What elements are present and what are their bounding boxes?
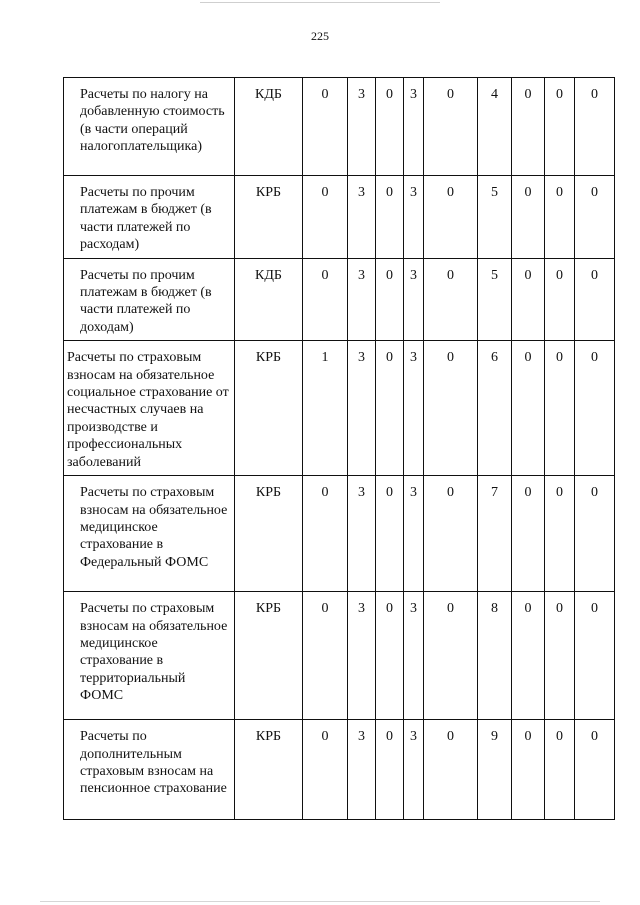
row-digit: 3: [348, 78, 376, 176]
row-description: Расчеты по дополнительным страховым взносам на пенсионное страхование: [64, 720, 235, 820]
row-digit: 0: [303, 476, 348, 592]
row-digit: 0: [424, 476, 478, 592]
row-digit: 0: [512, 78, 545, 176]
row-digit: 0: [303, 592, 348, 720]
row-digit: 1: [303, 341, 348, 476]
row-digit: 0: [424, 78, 478, 176]
row-digit: 0: [303, 176, 348, 259]
row-code: КРБ: [235, 341, 303, 476]
row-digit: 3: [404, 476, 424, 592]
row-description: Расчеты по страховым взносам на обязательное социальное страхование от несчастных случаев на производстве и профессиональных заболеваний: [64, 341, 235, 476]
row-digit: 0: [575, 176, 615, 259]
row-digit: 0: [545, 258, 575, 341]
table-row: [64, 341, 615, 476]
scan-edge-bottom: [40, 901, 600, 902]
table-row: [64, 720, 615, 820]
row-digit: 8: [478, 592, 512, 720]
row-code: КРБ: [235, 592, 303, 720]
accounts-table: [63, 77, 615, 820]
row-digit: 0: [545, 720, 575, 820]
row-code: КДБ: [235, 78, 303, 176]
row-digit: 0: [512, 176, 545, 259]
row-digit: 7: [478, 476, 512, 592]
row-digit: 0: [424, 258, 478, 341]
row-digit: 0: [376, 341, 404, 476]
row-digit: 0: [303, 78, 348, 176]
row-digit: 0: [424, 341, 478, 476]
row-digit: 0: [512, 258, 545, 341]
row-digit: 0: [376, 592, 404, 720]
row-description: Расчеты по страховым взносам на обязательное медицинское страхование в территориальный ФОМС: [64, 592, 235, 720]
row-digit: 3: [404, 592, 424, 720]
table-row: [64, 176, 615, 259]
row-digit: 4: [478, 78, 512, 176]
row-digit: 0: [545, 78, 575, 176]
row-digit: 0: [424, 720, 478, 820]
row-digit: 0: [545, 341, 575, 476]
row-code: КДБ: [235, 258, 303, 341]
scan-edge-top: [200, 2, 440, 3]
row-digit: 0: [575, 476, 615, 592]
row-digit: 0: [575, 592, 615, 720]
table-row: [64, 258, 615, 341]
row-digit: 0: [512, 592, 545, 720]
row-digit: 0: [512, 476, 545, 592]
row-digit: 3: [348, 258, 376, 341]
row-digit: 0: [575, 258, 615, 341]
row-digit: 0: [376, 476, 404, 592]
table-row: [64, 78, 615, 176]
row-description: Расчеты по прочим платежам в бюджет (в части платежей по доходам): [64, 258, 235, 341]
row-digit: 3: [348, 476, 376, 592]
row-digit: 0: [376, 176, 404, 259]
row-digit: 0: [376, 720, 404, 820]
row-digit: 0: [545, 476, 575, 592]
row-digit: 3: [348, 720, 376, 820]
row-digit: 0: [424, 592, 478, 720]
row-description: Расчеты по прочим платежам в бюджет (в части платежей по расходам): [64, 176, 235, 259]
row-digit: 5: [478, 176, 512, 259]
table-row: [64, 476, 615, 592]
row-digit: 3: [348, 592, 376, 720]
row-digit: 0: [512, 341, 545, 476]
row-digit: 9: [478, 720, 512, 820]
page-number: 225: [311, 29, 329, 43]
row-digit: 0: [575, 720, 615, 820]
row-code: КРБ: [235, 720, 303, 820]
row-digit: 3: [348, 176, 376, 259]
row-digit: 3: [404, 258, 424, 341]
row-digit: 6: [478, 341, 512, 476]
row-digit: 0: [575, 78, 615, 176]
row-digit: 3: [404, 341, 424, 476]
row-digit: 0: [575, 341, 615, 476]
row-digit: 3: [348, 341, 376, 476]
row-digit: 0: [545, 592, 575, 720]
row-description: Расчеты по налогу на добавленную стоимость (в части операций налогоплательщика): [64, 78, 235, 176]
row-digit: 5: [478, 258, 512, 341]
table-row: [64, 592, 615, 720]
row-digit: 0: [303, 258, 348, 341]
row-digit: 0: [424, 176, 478, 259]
row-description: Расчеты по страховым взносам на обязательное медицинское страхование в Федеральный ФОМС: [64, 476, 235, 592]
row-digit: 3: [404, 720, 424, 820]
row-digit: 3: [404, 78, 424, 176]
row-digit: 0: [376, 258, 404, 341]
row-digit: 3: [404, 176, 424, 259]
row-digit: 0: [303, 720, 348, 820]
row-digit: 0: [376, 78, 404, 176]
row-code: КРБ: [235, 176, 303, 259]
row-digit: 0: [512, 720, 545, 820]
row-code: КРБ: [235, 476, 303, 592]
row-digit: 0: [545, 176, 575, 259]
